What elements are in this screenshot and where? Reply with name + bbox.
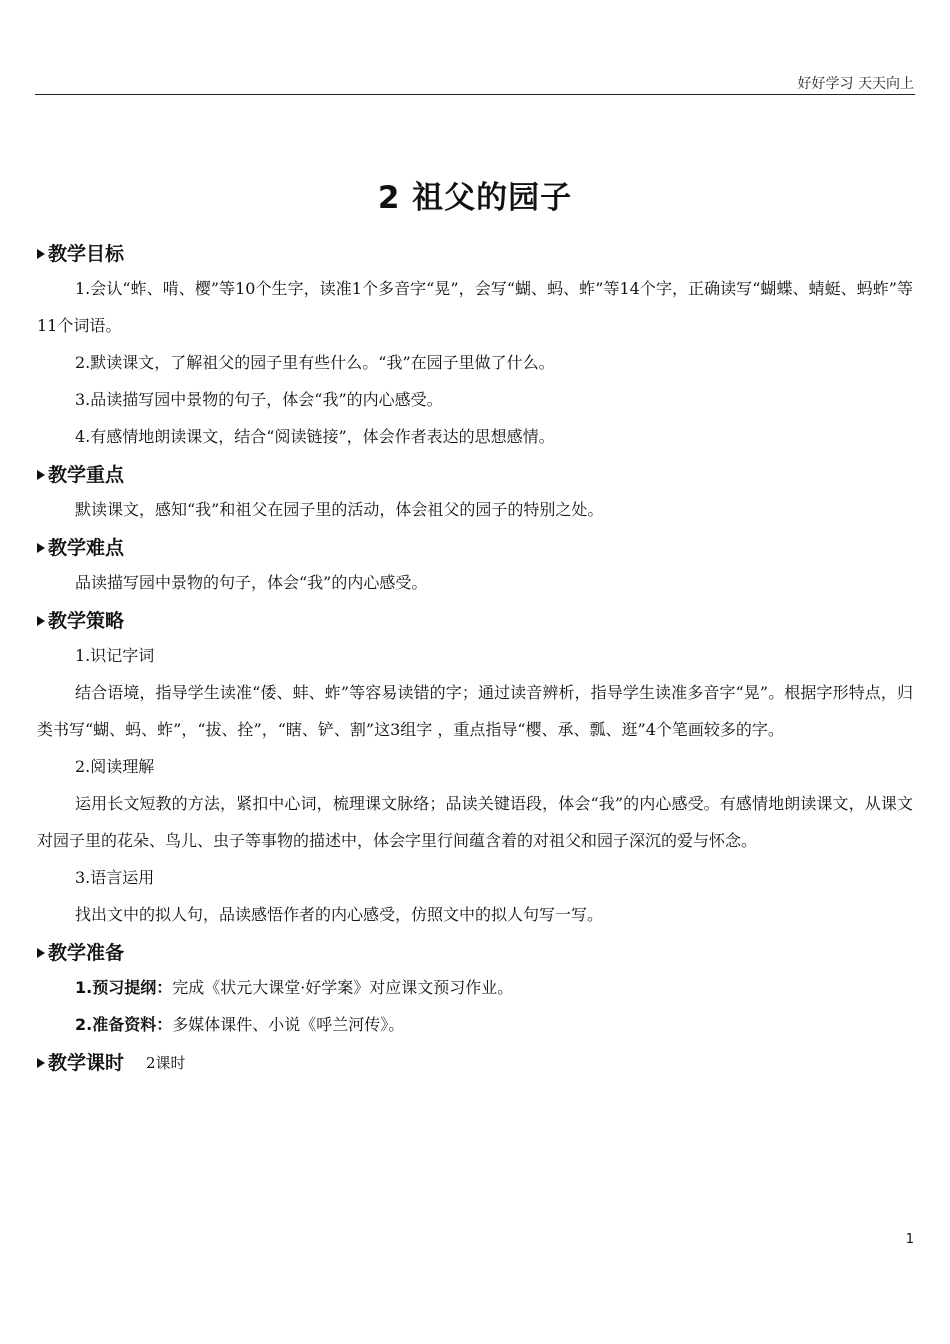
preparation-item-label: 1.预习提纲：: [75, 978, 173, 997]
strategy-subtitle: 3.语言运用: [75, 868, 155, 887]
document-body: [37, 238, 913, 1079]
strategy-text: 结合语境，指导学生读准“倭、蚌、蚱”等容易读错的字；通过读音辨析，指导学生读准多音字“晃”。根据字形特点，归类书写“蝴、蚂、蚱”，“拔、拴”，“瞎、铲、割”这3组字 ，重点指导“樱、承、瓢、逛”4个笔画较多的字。: [37, 683, 913, 739]
goal-item: 2.默读课文，了解祖父的园子里有些什么。“我”在园子里做了什么。: [75, 353, 555, 372]
hours-value: 2课时: [146, 1054, 186, 1072]
preparation-item-label: 2.准备资料：: [75, 1015, 173, 1034]
page-number: 1: [905, 1232, 914, 1247]
triangle-bullet-icon: [37, 249, 45, 259]
triangle-bullet-icon: [37, 616, 45, 626]
section-heading-difficulties: [37, 532, 913, 564]
key-points-text: 默读课文，感知“我”和祖父在园子里的活动，体会祖父的园子的特别之处。: [75, 500, 604, 519]
preparation-item-text: 完成《状元大课堂·好学案》对应课文预习作业。: [172, 978, 514, 997]
difficulties-text: 品读描写园中景物的句子，体会“我”的内心感受。: [75, 573, 428, 592]
section-heading-label: 教学课时: [48, 1052, 125, 1074]
header-text: 好好学习 天天向上: [797, 76, 914, 92]
section-heading-key-points: [37, 459, 913, 491]
section-heading-label: 教学目标: [48, 243, 125, 265]
preparation-item: [37, 1006, 913, 1043]
preparation-item: [37, 969, 913, 1006]
section-heading-label: 教学策略: [48, 610, 125, 632]
header-rule: [35, 94, 915, 95]
strategy-text: 运用长文短教的方法，紧扣中心词，梳理课文脉络；品读关键语段，体会“我”的内心感受。有感情地朗读课文，从课文对园子里的花朵、鸟儿、虫子等事物的描述中，体会字里行间蕴含着的对祖父和园子深沉的爱与怀念。: [37, 794, 913, 850]
preparation-item-text: 多媒体课件、小说《呼兰河传》。: [172, 1015, 405, 1034]
section-heading-hours: [37, 1047, 913, 1079]
section-heading-label: 教学重点: [48, 464, 125, 486]
section-heading-goals: [37, 238, 913, 270]
triangle-bullet-icon: [37, 543, 45, 553]
strategy-subtitle: 2.阅读理解: [75, 757, 155, 776]
goal-item: 3.品读描写园中景物的句子，体会“我”的内心感受。: [75, 390, 443, 409]
triangle-bullet-icon: [37, 470, 45, 480]
section-heading-label: 教学准备: [48, 942, 125, 964]
strategy-subtitle: 1.识记字词: [75, 646, 155, 665]
triangle-bullet-icon: [37, 1058, 45, 1068]
strategy-text: 找出文中的拟人句，品读感悟作者的内心感受，仿照文中的拟人句写一写。: [75, 905, 604, 924]
goal-item: 4.有感情地朗读课文，结合“阅读链接”，体会作者表达的思想感情。: [75, 427, 555, 446]
goal-item: 1.会认“蚱、啃、樱”等10个生字，读准1个多音字“晃”，会写“蝴、蚂、蚱”等14个字，正确读写“蝴蝶、蜻蜓、蚂蚱”等11个词语。: [37, 279, 913, 335]
triangle-bullet-icon: [37, 948, 45, 958]
page-title: 2 祖父的园子: [377, 180, 573, 216]
section-heading-strategy: [37, 605, 913, 637]
section-heading-label: 教学难点: [48, 537, 125, 559]
section-heading-preparation: [37, 937, 913, 969]
